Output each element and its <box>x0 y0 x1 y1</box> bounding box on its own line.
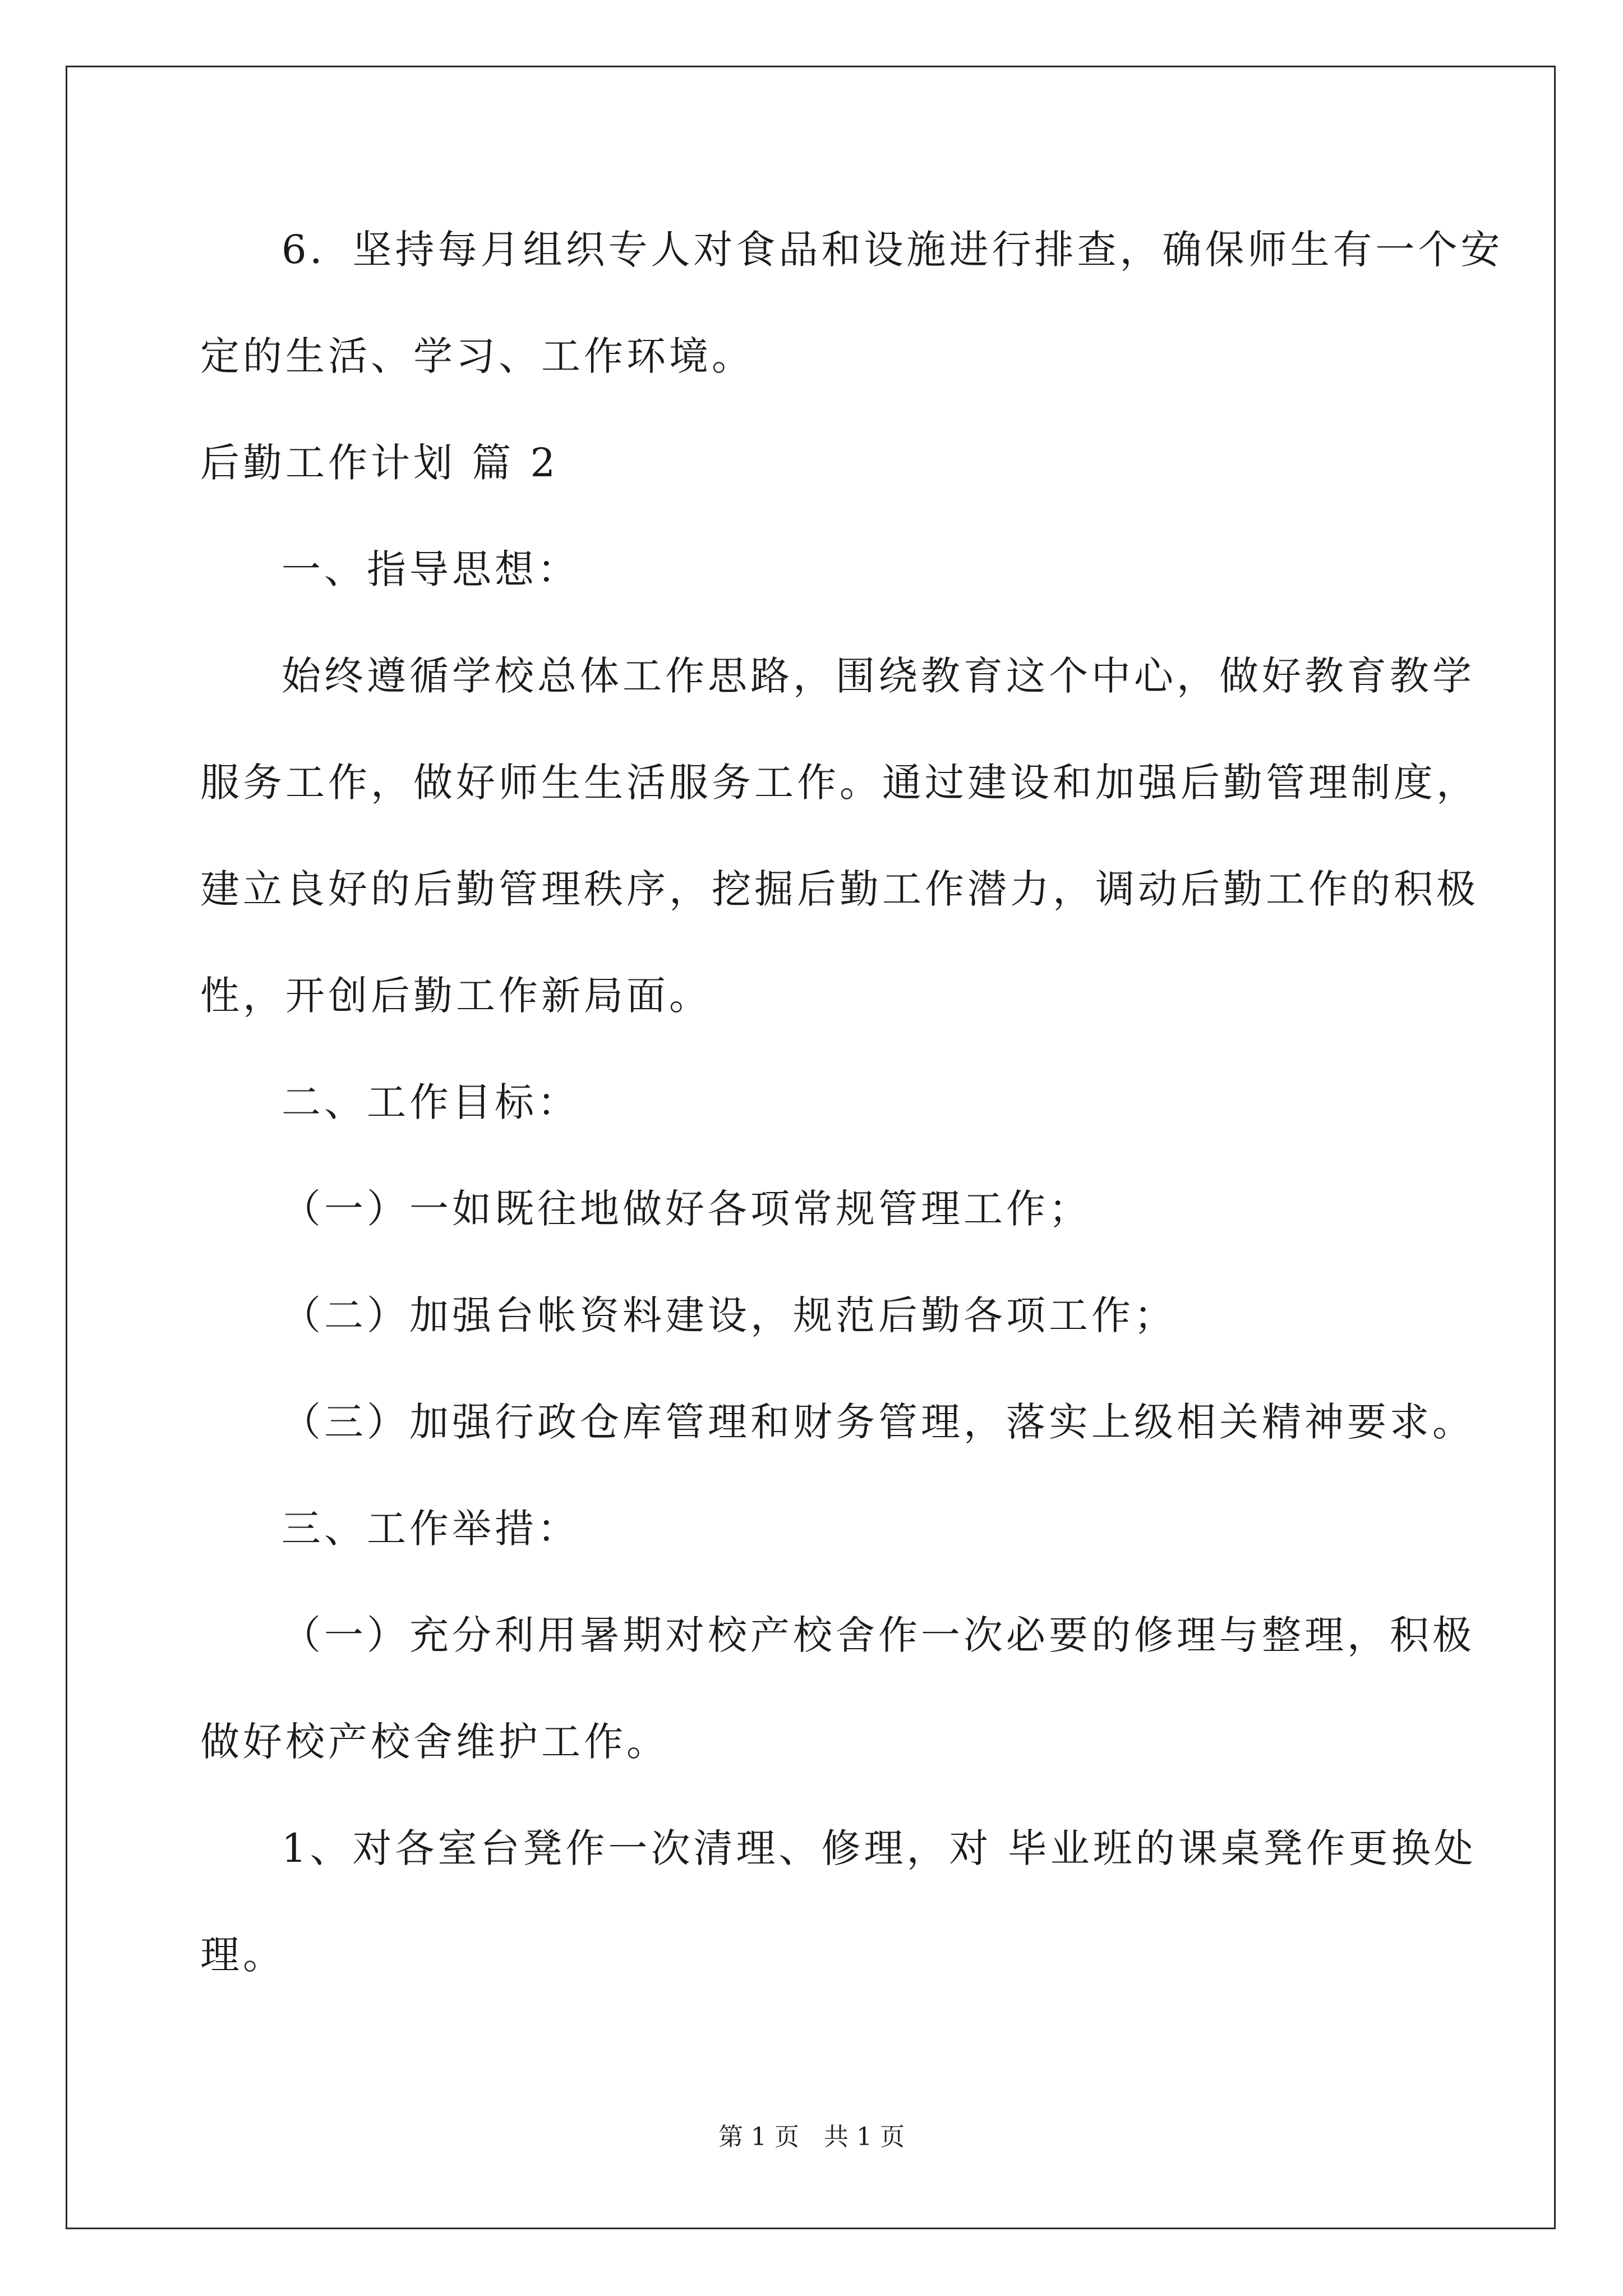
paragraph-line: 做好校产校舍维护工作。 <box>200 1719 669 1765</box>
page-footer: 第 1 页 共 1 页 <box>718 2123 905 2151</box>
heading-work-goals: 二、工作目标： <box>282 1079 580 1125</box>
paragraph-line: 服务工作，做好师生生活服务工作。通过建设和加强后勤管理制度， <box>200 760 1479 806</box>
list-item: （三）加强行政仓库管理和财务管理，落实上级相关精神要求。 <box>282 1399 1475 1445</box>
paragraph-line: 建立良好的后勤管理秩序，挖掘后勤工作潜力，调动后勤工作的积极 <box>200 866 1479 912</box>
heading-work-measures: 三、工作举措： <box>282 1506 580 1552</box>
paragraph-line: 1、对各室台凳作一次清理、修理，对 毕业班的课桌凳作更换处 <box>282 1825 1477 1871</box>
list-item: （二）加强台帐资料建设，规范后勤各项工作； <box>282 1292 1177 1338</box>
paragraph-line: 始终遵循学校总体工作思路，围绕教育这个中心，做好教育教学 <box>282 653 1475 699</box>
section-title: 后勤工作计划 篇 2 <box>200 440 559 486</box>
page-border <box>66 66 1556 2229</box>
paragraph-line: 理。 <box>200 1932 285 1978</box>
list-item: （一）一如既往地做好各项常规管理工作； <box>282 1186 1091 1232</box>
paragraph-line: 性，开创后勤工作新局面。 <box>200 973 712 1019</box>
paragraph-line: 定的生活、学习、工作环境。 <box>200 333 754 379</box>
paragraph-line: 6．坚持每月组织专人对食品和设施进行排查，确保师生有一个安 <box>282 227 1504 273</box>
heading-guiding-thought: 一、指导思想： <box>282 546 580 592</box>
paragraph-line: （一）充分利用暑期对校产校舍作一次必要的修理与整理，积极 <box>282 1612 1475 1658</box>
